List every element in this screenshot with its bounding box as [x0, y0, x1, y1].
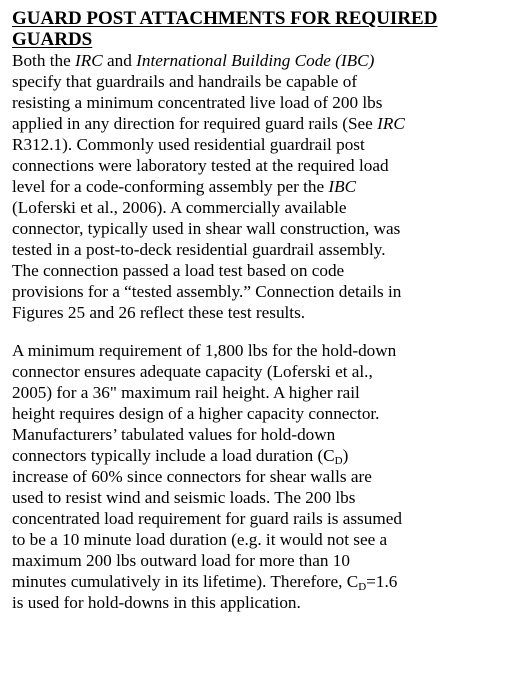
paragraph-code-requirements — [12, 50, 500, 323]
text-line: provisions for a “tested assembly.” Connection details in — [12, 282, 402, 301]
text-line: The connection passed a load test based on code — [12, 261, 345, 280]
text-line: height requires design of a higher capacity connector. — [12, 404, 380, 423]
text-line: maximum 200 lbs outward load for more than 10 — [12, 551, 350, 570]
text-line: increase of 60% since connectors for shear walls are — [12, 467, 372, 486]
text-line: is used for hold-downs in this application. — [12, 593, 301, 612]
paragraph-hold-down-capacity — [12, 340, 500, 613]
text-line: tested in a post-to-deck residential guardrail assembly. — [12, 240, 386, 259]
text-line: Manufacturers’ tabulated values for hold-down — [12, 425, 336, 444]
text-line: resisting a minimum concentrated live load of 200 lbs — [12, 93, 383, 112]
text-line: Both the IRC and International Building Code (IBC) — [12, 51, 375, 70]
ibc-term: International Building Code (IBC) — [136, 51, 375, 70]
text-line: to be a 10 minute load duration (e.g. it would not see a — [12, 530, 388, 549]
text-line: concentrated load requirement for guard rails is assumed — [12, 509, 402, 528]
irc-term: IRC — [75, 51, 103, 70]
text-line: connector, typically used in shear wall construction, was — [12, 219, 401, 238]
heading-line: GUARDS — [12, 29, 93, 50]
text-line: A minimum requirement of 1,800 lbs for the hold-down — [12, 341, 397, 360]
subscript-d: D — [358, 581, 367, 593]
text-line: minutes cumulatively in its lifetime). Therefore, $C_D=1.6$ — [12, 572, 398, 593]
text-line: connectors typically include a load duration $(C_D)$ — [12, 446, 349, 467]
text-line: specify that guardrails and handrails be capable of — [12, 72, 358, 91]
text-line: applied in any direction for required guard rails (See IRC — [12, 114, 405, 133]
section-heading — [12, 8, 500, 50]
text-line: (Loferski et al., 2006). A commercially available — [12, 198, 347, 217]
text-line: used to resist wind and seismic loads. The 200 lbs — [12, 488, 356, 507]
document-page — [12, 8, 500, 613]
text-line: Figures 25 and 26 reflect these test results. — [12, 303, 306, 322]
subscript-d: D — [334, 455, 343, 467]
text-line: connections were laboratory tested at the required load — [12, 156, 389, 175]
irc-term: IRC — [377, 114, 405, 133]
text-line: R312.1). Commonly used residential guardrail post — [12, 135, 365, 154]
heading-line: GUARD POST ATTACHMENTS FOR REQUIRED — [12, 8, 438, 29]
text-line: 2005) for a 36" maximum rail height. A higher rail — [12, 383, 360, 402]
text-line: level for a code-conforming assembly per the IBC — [12, 177, 357, 196]
text-line: connector ensures adequate capacity (Loferski et al., — [12, 362, 373, 381]
ibc-term: IBC — [328, 177, 357, 196]
